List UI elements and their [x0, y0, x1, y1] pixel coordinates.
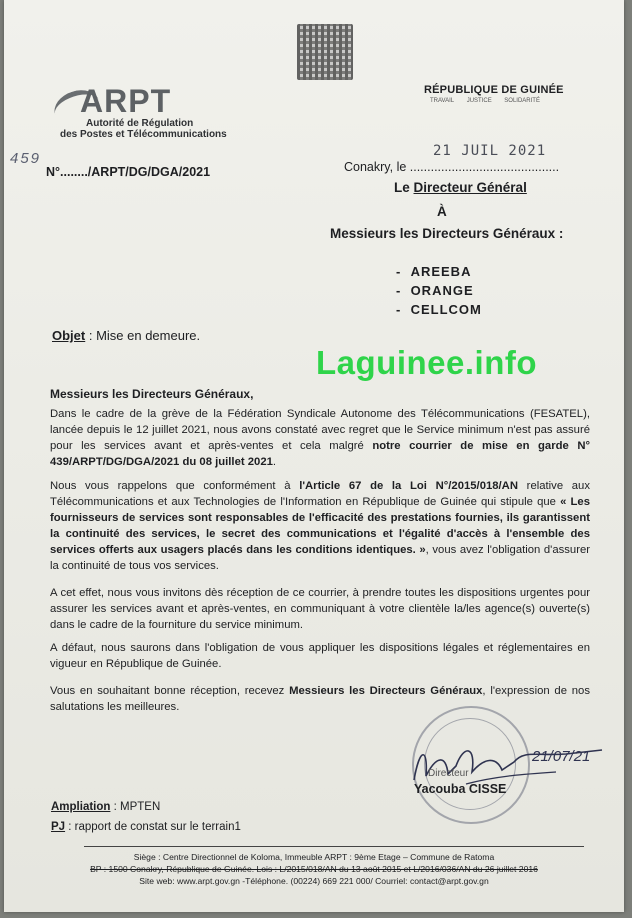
logo-line-1: Autorité de Régulation	[86, 118, 194, 129]
letter-page	[4, 0, 624, 912]
arpt-logo	[46, 85, 231, 140]
paragraph-4: A défaut, nous saurons dans l'obligation de vous appliquer les dispositions légales et réglementaires en vigueur en République de Guinée.	[50, 642, 590, 670]
logo-text: ARPT	[80, 83, 172, 119]
footer-contact: Site web: www.arpt.gov.gn -Téléphone. (00224) 669 221 000/ Courriel: contact@arpt.gov.gn	[139, 876, 489, 886]
logo-line-2: des Postes et Télécommunications	[60, 129, 227, 140]
sender-title-text: Directeur Général	[413, 180, 527, 195]
attachment-line	[51, 821, 241, 833]
handwritten-reference: 459	[10, 150, 42, 167]
paragraph-2: Nous vous rappelons que conformément à l'Article 67 de la Loi N°/2015/018/AN relative aux Télécommunications et aux Technologies de l'Information en République de Guinée qui stipule que « Les fournisseurs de services sont responsables de l'efficacité des prestations fournies, ils garantissent la continuité des services, le secret des communications et l'égalité d'accès à l'ensemble des services offerts aux usagers placés dans les conditions identiques. », vous avez l'obligation d'assurer la continuité de tous vos services.	[50, 480, 590, 572]
footer-divider	[84, 846, 584, 847]
motto-word: TRAVAIL	[430, 98, 455, 104]
ampliation-label: Ampliation	[51, 801, 111, 813]
paragraph-1: Dans le cadre de la grève de la Fédération Syndicale Autonome des Télécommunications (FESATEL), lancée depuis le 12 juillet 2021, nous avons constaté avec regret que le Service minimum n'est pas assuré pour les services avant et après-ventes et cela malgré notre courrier de mise en garde N° 439/ARPT/DG/DGA/2021 du 08 juillet 2021.	[50, 408, 590, 468]
recipient-item: - AREEBA	[396, 264, 472, 279]
signatory-role: Directeur	[428, 768, 469, 779]
ampliation-text: : MPTEN	[110, 801, 161, 813]
republic-title: RÉPUBLIQUE DE GUINÉE	[424, 84, 564, 96]
watermark: Laguinee.info	[316, 344, 537, 381]
to-prefix: À	[437, 204, 447, 219]
sender-title: Le Directeur Général	[394, 180, 527, 195]
stamped-date: 21 JUIL 2021	[433, 143, 547, 159]
national-motto	[430, 98, 540, 104]
place-and-date: Conakry, le ...........................................	[344, 160, 560, 174]
recipient-item: - CELLCOM	[396, 302, 482, 317]
paragraph-5: Vous en souhaitant bonne réception, recevez Messieurs les Directeurs Généraux, l'expression de nos salutations les meilleures.	[50, 685, 590, 713]
subject-text: : Mise en demeure.	[85, 328, 201, 343]
paragraph-3: A cet effet, nous vous invitons dès réception de ce courrier, à prendre toutes les dispositions urgentes pour assurer les services avant et après-ventes, en communiquant à votre clientèle la/les agence(s) ouverte(s) dans le cadre de la fourniture du service minimum.	[50, 587, 590, 631]
signatory-name: Yacouba CISSE	[414, 782, 507, 796]
addressee-title: Messieurs les Directeurs Généraux :	[330, 226, 564, 241]
footer-address: Siège : Centre Directionnel de Koloma, Immeuble ARPT : 9ème Etage – Commune de Ratoma	[133, 852, 495, 862]
letter-reference: N°......../ARPT/DG/DGA/2021	[46, 165, 211, 179]
attachment-text: : rapport de constat sur le terrain1	[65, 821, 241, 833]
motto-word: SOLIDARITÉ	[504, 98, 540, 104]
footer-legal: BP : 1500 Conakry, République de Guinée. Lois : L/2015/018/AN du 13 août 2015 et L/2016/036/AN du 26 juillet 2016	[90, 864, 538, 874]
salutation: Messieurs les Directeurs Généraux,	[50, 387, 254, 401]
handwritten-date: 21/07/21	[532, 748, 591, 765]
qr-code	[297, 24, 353, 80]
ampliation-line	[51, 801, 160, 813]
motto-word: JUSTICE	[466, 98, 492, 104]
subject-line	[52, 328, 200, 343]
recipient-item: - ORANGE	[396, 283, 474, 298]
attachment-label: PJ	[51, 821, 66, 833]
subject-label: Objet	[52, 328, 86, 343]
